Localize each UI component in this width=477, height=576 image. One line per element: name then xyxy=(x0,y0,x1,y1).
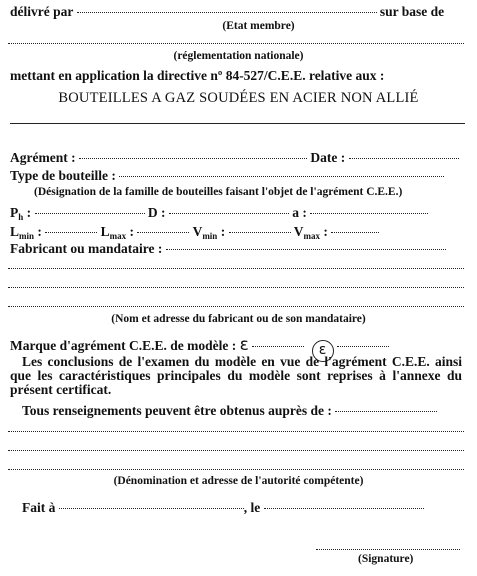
model-mark-field-1[interactable] xyxy=(252,346,304,347)
delivered-by-line xyxy=(10,4,444,20)
authority-field-line-2[interactable] xyxy=(8,450,464,451)
approval-field[interactable] xyxy=(79,158,307,159)
done-at-label: Fait à xyxy=(22,500,56,515)
on-basis-of-label: sur base de xyxy=(379,4,445,19)
state-member-note: (Etat membre) xyxy=(222,20,295,32)
lmin-label: $L_{min}$ : xyxy=(10,224,42,241)
on-label: , le xyxy=(243,500,261,515)
a-label: a : xyxy=(292,205,307,220)
cylinder-type-line xyxy=(10,168,444,184)
d-field[interactable] xyxy=(169,213,289,214)
manufacturer-line xyxy=(10,241,446,257)
date-field[interactable] xyxy=(349,158,459,159)
vmin-field[interactable] xyxy=(229,232,291,233)
info-line xyxy=(22,403,437,419)
date-signed-field[interactable] xyxy=(264,508,424,509)
manufacturer-field-line-4[interactable] xyxy=(8,306,464,307)
authority-note: (Dénomination et adresse de l'autorité compétente) xyxy=(113,475,364,487)
cylinder-type-note: (Désignation de la famille de bouteilles faisant l'objet de l'agrément C.E.E.) xyxy=(34,186,403,198)
vmin-label: $V_{min}$ : xyxy=(192,224,226,241)
delivered-by-label: délivré par xyxy=(10,4,74,19)
national-regulation-field[interactable] xyxy=(8,43,464,44)
lmax-label: $L_{max}$ : xyxy=(100,224,135,241)
info-field[interactable] xyxy=(335,411,437,412)
info-label: Tous renseignements peuvent être obtenus auprès de : xyxy=(22,403,332,418)
dimensions-line-2 xyxy=(10,224,379,241)
model-mark-label: Marque d'agrément C.E.E. de modèle : xyxy=(10,338,237,353)
signature-note: (Signature) xyxy=(358,553,414,565)
manufacturer-field-line-3[interactable] xyxy=(8,287,464,288)
vmax-field[interactable] xyxy=(331,232,379,233)
signature-field[interactable] xyxy=(316,549,460,550)
delivered-by-field[interactable] xyxy=(77,12,377,13)
date-label: Date : xyxy=(310,150,346,165)
approval-line xyxy=(10,150,459,166)
national-regulation-note: (réglementation nationale) xyxy=(173,50,304,62)
ph-label: $P_h$ : xyxy=(10,205,32,222)
done-at-line xyxy=(22,500,424,516)
cylinder-type-field[interactable] xyxy=(119,176,444,177)
circled-epsilon-mark: ɛ xyxy=(312,340,334,362)
vmax-label: $V_{max}$ : xyxy=(293,224,328,241)
lmin-field[interactable] xyxy=(45,232,97,233)
authority-field-line-1[interactable] xyxy=(8,431,464,432)
ph-field[interactable] xyxy=(35,213,145,214)
epsilon-mark: ɛ xyxy=(239,335,249,355)
manufacturer-label: Fabricant ou mandataire : xyxy=(10,241,163,256)
d-label: D : xyxy=(147,205,166,220)
a-field[interactable] xyxy=(310,213,428,214)
section-divider xyxy=(10,123,465,124)
approval-label: Agrément : xyxy=(10,150,76,165)
model-mark-field-2[interactable] xyxy=(337,346,389,347)
lmax-field[interactable] xyxy=(137,232,189,233)
dimensions-line-1 xyxy=(10,205,428,222)
applying-directive-text: mettant en application la directive nº 84-527/C.E.E. relative aux : xyxy=(10,68,385,83)
manufacturer-field[interactable] xyxy=(166,249,446,250)
conclusions-paragraph: Les conclusions de l'examen du modèle en vue de l'agrément C.E.E. ainsi que les caractéristiques principales du modèle sont reprises à l'annexe du présent certificat. xyxy=(10,354,462,397)
done-at-field[interactable] xyxy=(59,508,244,509)
manufacturer-note: (Nom et adresse du fabricant ou de son mandataire) xyxy=(111,313,366,325)
manufacturer-field-line-2[interactable] xyxy=(8,268,464,269)
subject-title: BOUTEILLES A GAZ SOUDÉES EN ACIER NON ALLIÉ xyxy=(58,90,419,106)
authority-field-line-3[interactable] xyxy=(8,469,464,470)
cylinder-type-label: Type de bouteille : xyxy=(10,168,116,183)
